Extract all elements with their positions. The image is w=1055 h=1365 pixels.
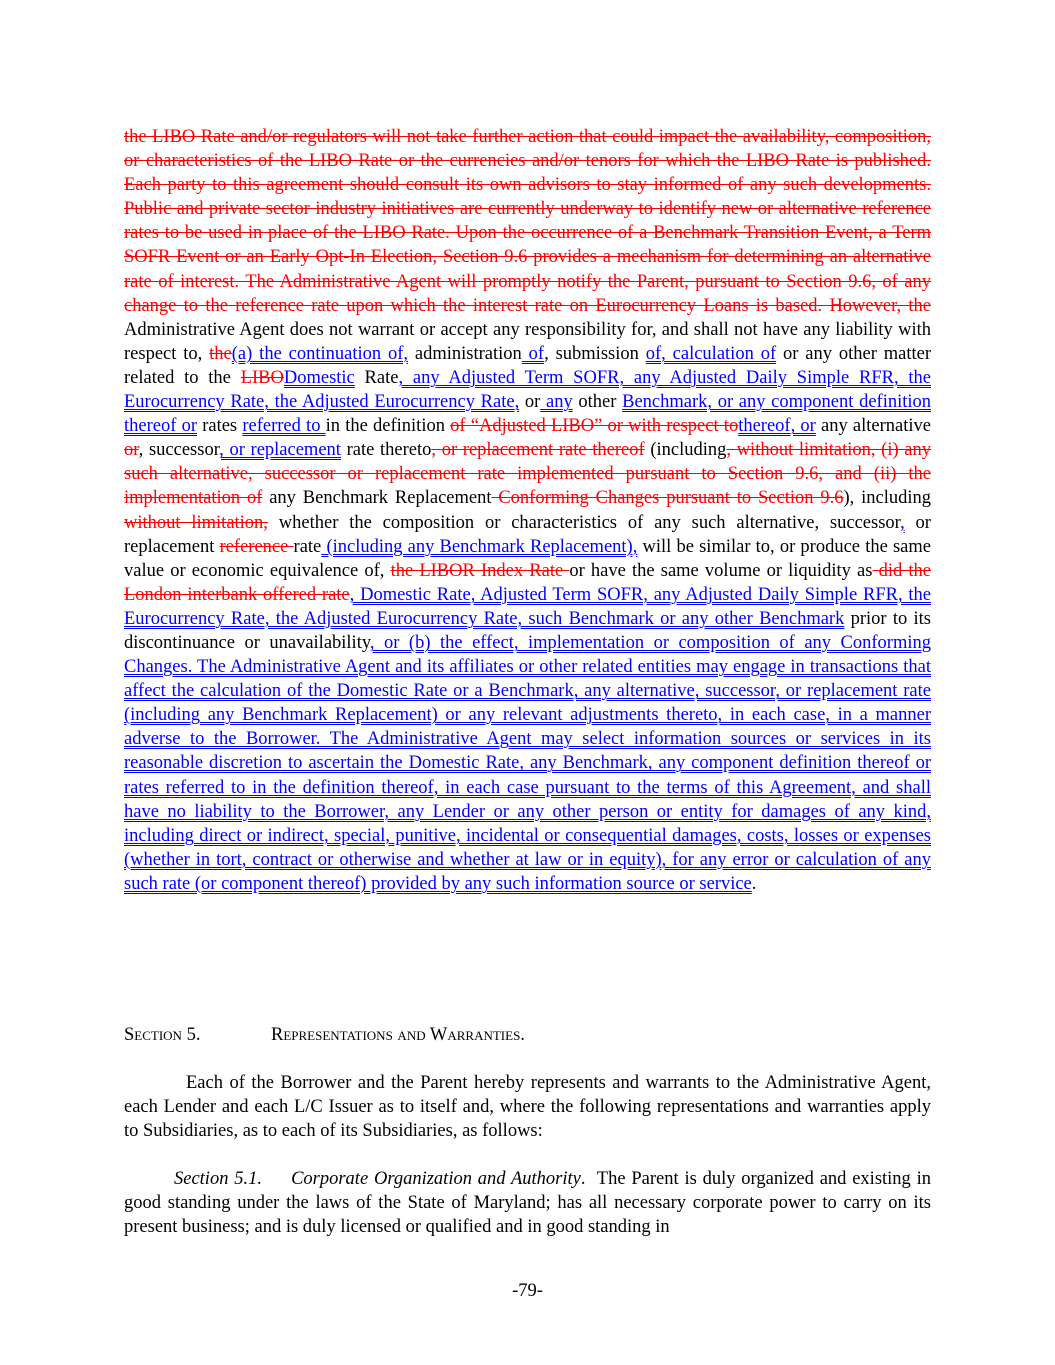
subsection-body: The Parent is duly organized and existing in good standing under the laws of the State of Maryland; has all necessary corporate power to carry on its present business; and is duly licensed or qualified and in good standing in — [124, 1169, 931, 1238]
deleted-text: the — [209, 343, 232, 364]
subsection-paragraph: Section 5.1. Corporate Organization and Authority. The Parent is duly organized and existing in good standing under the laws of the State of Maryland; has all necessary corporate power to carry on its present business; and is duly licensed or qualified and in good standing in — [124, 1169, 931, 1238]
body-text: other — [572, 392, 623, 413]
deleted-text: , or replacement rate thereof — [431, 440, 645, 461]
deleted-text: without limitation, — [124, 512, 268, 533]
subsection-title: Corporate Organization and Authority — [291, 1169, 581, 1189]
inserted-text: referred to — [242, 416, 326, 437]
body-text: will be similar to, or produce the same value or economic equivalence of, — [124, 536, 931, 581]
body-text: ), including — [843, 488, 931, 509]
inserted-text: any — [540, 392, 573, 413]
inserted-text: thereof, or — [738, 416, 816, 437]
body-text: administration — [408, 343, 522, 364]
body-text: whether the composition or characteristics of any such alternative, successor — [267, 512, 901, 533]
inserted-text: , any Adjusted Term SOFR, any Adjusted Daily Simple RFR, the Eurocurrency Rate, the Adjusted Eurocurrency Rate, — [124, 367, 931, 413]
inserted-text: , — [900, 512, 905, 533]
inserted-text: , or replacement — [219, 440, 341, 461]
inserted-text: (a) the continuation of, — [231, 343, 409, 364]
body-text: any alternative — [815, 416, 931, 437]
body-text: or any other matter related to the — [124, 343, 931, 388]
main-paragraph — [124, 125, 931, 896]
inserted-text: Domestic — [283, 367, 355, 388]
deleted-text: of “Adjusted LIBO” or with respect to — [450, 416, 739, 437]
inserted-text: (including any Benchmark Replacement), — [321, 536, 638, 557]
deleted-text: reference — [219, 536, 294, 557]
body-text: rates — [197, 416, 243, 437]
inserted-text: , or (b) the effect, implementation or composition of any Conforming Changes. The Administrative Agent and its affiliates or other related entities may engage in transactions that affect the calculation of the Domestic Rate or a Benchmark, any alternative, successor, or replacement rate (including any Benchmark Replacement) or any relevant adjustments thereto, in each case, in a manner adverse to the Borrower. The Administrative Agent may select information sources or services in its reasonable discretion to ascertain the Domestic Rate, any Benchmark, any component definition thereof or rates referred to in the definition thereof, in each case pursuant to the terms of this Agreement, and shall have no liability to the Borrower, any Lender or any other person or entity for damages of any kind, including direct or indirect, special, punitive, incidental or consequential damages, costs, losses or expenses (whether in tort, contract or otherwise and whether at law or in equity), for any error or calculation of any such rate (or component thereof) provided by any such information source or service — [124, 632, 931, 894]
body-text: Rate — [354, 367, 399, 388]
body-text: in the definition — [325, 416, 451, 437]
deleted-text: , without limitation, (i) any such alternative, successor or replacement rate implemented pursuant to Section 9.6, and (ii) the implementation of — [124, 440, 932, 509]
section-number: Section 5. — [124, 1025, 201, 1045]
body-text: rate thereto — [340, 440, 432, 461]
subsection-number: Section 5.1. — [174, 1169, 263, 1189]
body-text: prior to its discontinuance or unavailability — [124, 608, 931, 653]
page-number: -79- — [512, 1281, 543, 1301]
deleted-text: the LIBO Rate and/or regulators will not take further action that could impact the availability, composition, or characteristics of the LIBO Rate or the currencies and/or tenors for which the LIBO Rate is published. Each party to this agreement should consult its own advisors to stay informed of any such developments. Public and private sector industry initiatives are currently underway to identify new or alternative reference rates to be used in place of the LIBO Rate. Upon the occurrence of a Benchmark Transition Event, a Term SOFR Event or an Early Opt-In Election, Section 9.6 provides a mechanism for determining an alternative rate of interest. The Administrative Agent will promptly notify the Parent, pursuant to Section 9.6, of any change to the reference rate upon which the interest rate on Eurocurrency Loans is based. However, the — [124, 127, 931, 316]
deleted-text: LIBO — [240, 367, 284, 388]
inserted-text: of — [521, 343, 545, 364]
body-text: or replacement — [124, 512, 931, 557]
body-text: rate — [293, 536, 322, 557]
body-text: , submission — [544, 343, 646, 364]
section-heading — [124, 1023, 931, 1047]
body-text: (including — [644, 440, 727, 461]
body-text: any Benchmark Replacement — [262, 488, 492, 509]
intro-paragraph: Each of the Borrower and the Parent hereby represents and warrants to the Administrative Agent, each Lender and each L/C Issuer as to itself and, where the following representations and warranties apply to Subsidiaries, as to each of its Subsidiaries, as follows: — [124, 1073, 931, 1142]
inserted-text: of, calculation of — [645, 343, 777, 364]
body-text: or — [519, 392, 541, 413]
body-text: or have the same volume or liquidity as — [569, 560, 873, 581]
deleted-text: the LIBOR Index Rate — [390, 560, 570, 581]
inserted-text: Benchmark, or any component definition thereof or — [124, 392, 932, 437]
body-text: , successor — [138, 440, 220, 461]
deleted-text: did the London interbank offered rate — [124, 560, 931, 605]
deleted-text: or — [124, 440, 139, 461]
body-text: Administrative Agent does not warrant or accept any responsibility for, and shall not have any liability with respect to, — [124, 319, 931, 364]
inserted-text: , Domestic Rate, Adjusted Term SOFR, any Adjusted Daily Simple RFR, the Eurocurrency Rate, the Adjusted Eurocurrency Rate, such Benchmark or any other Benchmark — [124, 584, 931, 629]
body-text: . — [751, 873, 757, 894]
deleted-text: Conforming Changes pursuant to Section 9.6 — [491, 488, 844, 509]
section-title: Representations and Warranties. — [271, 1025, 525, 1045]
